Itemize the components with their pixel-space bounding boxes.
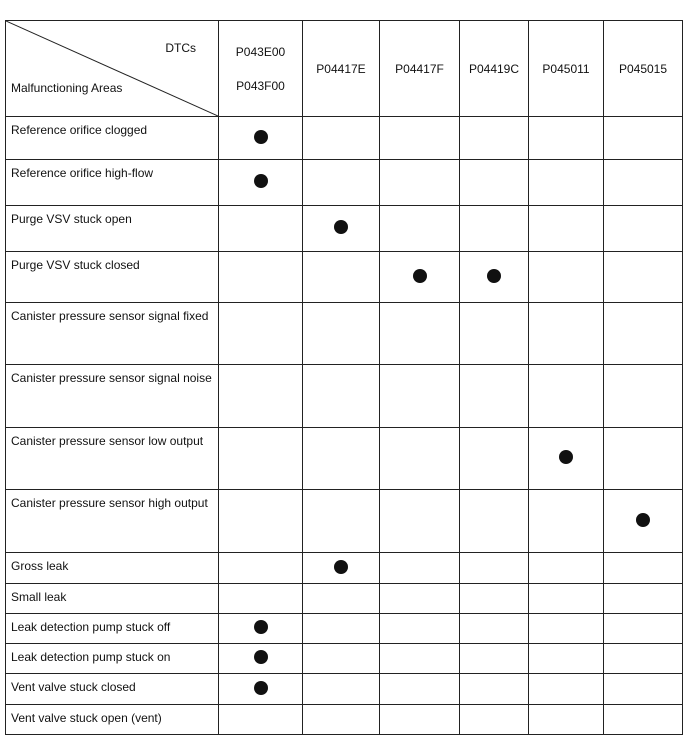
- dtc-cell: [303, 252, 380, 303]
- dtc-cell: [460, 206, 529, 252]
- dtc-table: [5, 20, 683, 735]
- dtc-cell: [219, 428, 303, 490]
- dtc-cell: [380, 584, 460, 614]
- table-row: [6, 252, 683, 303]
- table-row: [6, 490, 683, 553]
- header-dtc-col-6: [604, 21, 683, 117]
- dtc-cell: [219, 584, 303, 614]
- dtc-cell: [219, 644, 303, 674]
- table-row: [6, 117, 683, 160]
- header-corner: [6, 21, 219, 117]
- dtc-cell: [380, 644, 460, 674]
- dtc-cell: [380, 117, 460, 160]
- dtc-code: P04417F: [395, 61, 444, 76]
- dtc-cell: [529, 490, 604, 553]
- dtc-cell: [380, 553, 460, 584]
- applicable-dot-icon: [254, 650, 268, 664]
- dtc-cell: [303, 117, 380, 160]
- dtc-cell: [604, 303, 683, 365]
- dtc-cell: [219, 252, 303, 303]
- applicable-dot-icon: [334, 560, 348, 574]
- dtc-cell: [529, 705, 604, 735]
- dtc-cell: [604, 614, 683, 644]
- table-row: [6, 674, 683, 705]
- dtc-cell: [303, 553, 380, 584]
- malfunction-area-label: Reference orifice clogged: [6, 117, 219, 160]
- malfunction-area-label: Small leak: [6, 584, 219, 614]
- dtc-cell: [460, 428, 529, 490]
- malfunction-area-label: Gross leak: [6, 553, 219, 584]
- dtc-cell: [604, 117, 683, 160]
- dtc-cell: [380, 614, 460, 644]
- dtc-cell: [604, 252, 683, 303]
- dtc-cell: [380, 252, 460, 303]
- applicable-dot-icon: [254, 174, 268, 188]
- applicable-dot-icon: [334, 220, 348, 234]
- header-dtc-col-1: [219, 21, 303, 117]
- dtc-cell: [604, 705, 683, 735]
- dtc-cell: [604, 160, 683, 206]
- dtc-cell: [604, 365, 683, 428]
- dtc-cell: [529, 674, 604, 705]
- dtc-cell: [380, 160, 460, 206]
- dtc-cell: [529, 584, 604, 614]
- table-row: [6, 584, 683, 614]
- dtc-cell: [460, 705, 529, 735]
- dtc-cell: [380, 365, 460, 428]
- dtc-cell: [529, 553, 604, 584]
- table-row: [6, 705, 683, 735]
- dtc-cell: [529, 365, 604, 428]
- table-row: [6, 644, 683, 674]
- dtc-cell: [529, 644, 604, 674]
- dtc-cell: [219, 365, 303, 428]
- malfunctioning-areas-header-label: Malfunctioning Areas: [11, 81, 123, 95]
- dtc-cell: [303, 614, 380, 644]
- table-row: [6, 206, 683, 252]
- malfunction-area-label: Canister pressure sensor low output: [6, 428, 219, 490]
- applicable-dot-icon: [254, 681, 268, 695]
- dtc-code: P043F00: [236, 78, 285, 93]
- dtc-cell: [529, 160, 604, 206]
- dtc-cell: [303, 674, 380, 705]
- dtc-cell: [219, 614, 303, 644]
- dtc-cell: [460, 553, 529, 584]
- applicable-dot-icon: [559, 450, 573, 464]
- dtc-cell: [604, 206, 683, 252]
- dtc-code: P045011: [542, 61, 590, 76]
- dtc-cell: [219, 303, 303, 365]
- header-row: [6, 21, 683, 117]
- table-row: [6, 365, 683, 428]
- dtc-cell: [303, 160, 380, 206]
- dtc-cell: [604, 674, 683, 705]
- dtcs-header-label: DTCs: [165, 41, 196, 55]
- dtc-code: P04419C: [468, 61, 520, 76]
- dtc-cell: [529, 117, 604, 160]
- dtc-code: P04417E: [316, 61, 366, 76]
- dtc-cell: [460, 584, 529, 614]
- dtc-cell: [380, 490, 460, 553]
- malfunction-area-label: Purge VSV stuck open: [6, 206, 219, 252]
- dtc-cell: [303, 490, 380, 553]
- dtc-cell: [529, 206, 604, 252]
- diagonal-divider: [6, 21, 218, 116]
- dtc-cell: [460, 160, 529, 206]
- dtc-cell: [219, 705, 303, 735]
- dtc-cell: [604, 553, 683, 584]
- table-row: [6, 303, 683, 365]
- malfunction-area-label: Vent valve stuck closed: [6, 674, 219, 705]
- dtc-cell: [303, 303, 380, 365]
- malfunction-area-label: Leak detection pump stuck on: [6, 644, 219, 674]
- dtc-cell: [219, 117, 303, 160]
- table-row: [6, 614, 683, 644]
- dtc-cell: [604, 644, 683, 674]
- malfunction-area-label: Reference orifice high-flow: [6, 160, 219, 206]
- dtc-cell: [460, 674, 529, 705]
- malfunction-area-label: Leak detection pump stuck off: [6, 614, 219, 644]
- header-dtc-col-5: [529, 21, 604, 117]
- dtc-cell: [219, 674, 303, 705]
- header-dtc-col-3: [380, 21, 460, 117]
- dtc-cell: [303, 206, 380, 252]
- applicable-dot-icon: [413, 269, 427, 283]
- malfunction-area-label: Canister pressure sensor high output: [6, 490, 219, 553]
- dtc-code: P045015: [618, 61, 668, 76]
- dtc-cell: [219, 553, 303, 584]
- dtc-cell: [604, 584, 683, 614]
- dtc-code: P043E00: [235, 44, 286, 59]
- dtc-cell: [460, 644, 529, 674]
- dtc-cell: [460, 303, 529, 365]
- malfunction-area-label: Canister pressure sensor signal noise: [6, 365, 219, 428]
- table-row: [6, 160, 683, 206]
- dtc-cell: [460, 614, 529, 644]
- applicable-dot-icon: [254, 620, 268, 634]
- malfunction-area-label: Vent valve stuck open (vent): [6, 705, 219, 735]
- table-row: [6, 553, 683, 584]
- dtc-cell: [380, 674, 460, 705]
- dtc-cell: [303, 584, 380, 614]
- dtc-cell: [604, 490, 683, 553]
- dtc-cell: [303, 705, 380, 735]
- dtc-cell: [460, 490, 529, 553]
- dtc-cell: [219, 490, 303, 553]
- applicable-dot-icon: [487, 269, 501, 283]
- malfunction-area-label: Purge VSV stuck closed: [6, 252, 219, 303]
- dtc-cell: [380, 705, 460, 735]
- malfunction-area-label: Canister pressure sensor signal fixed: [6, 303, 219, 365]
- applicable-dot-icon: [254, 130, 268, 144]
- dtc-cell: [303, 428, 380, 490]
- dtc-cell: [529, 303, 604, 365]
- dtc-cell: [219, 160, 303, 206]
- dtc-cell: [460, 365, 529, 428]
- dtc-cell: [460, 252, 529, 303]
- dtc-cell: [460, 117, 529, 160]
- dtc-cell: [380, 428, 460, 490]
- dtc-cell: [529, 252, 604, 303]
- dtc-cell: [604, 428, 683, 490]
- dtc-cell: [303, 644, 380, 674]
- applicable-dot-icon: [636, 513, 650, 527]
- dtc-cell: [529, 428, 604, 490]
- dtc-cell: [380, 206, 460, 252]
- table-row: [6, 428, 683, 490]
- dtc-cell: [380, 303, 460, 365]
- dtc-cell: [219, 206, 303, 252]
- dtc-cell: [303, 365, 380, 428]
- dtc-cell: [529, 614, 604, 644]
- header-dtc-col-4: [460, 21, 529, 117]
- header-dtc-col-2: [303, 21, 380, 117]
